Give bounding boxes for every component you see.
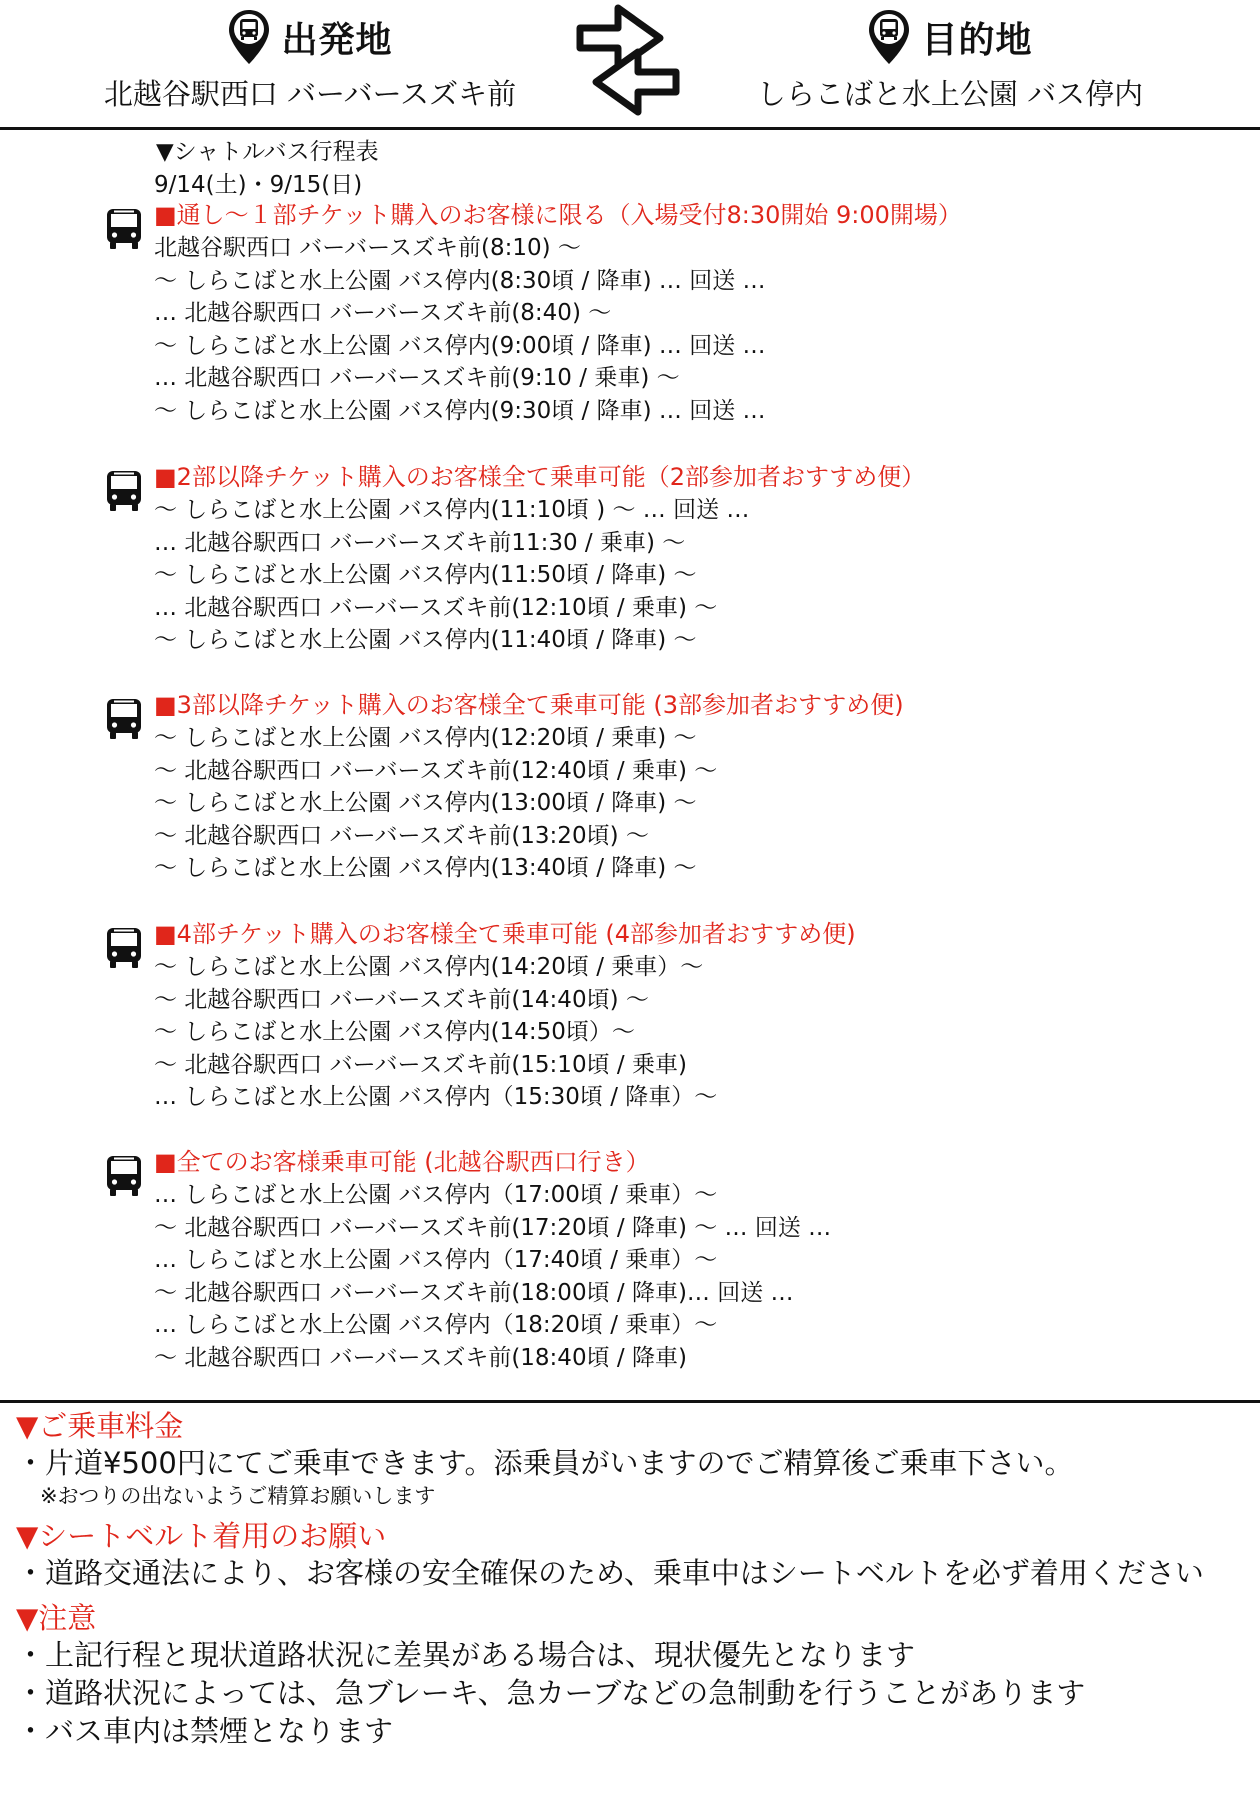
caution-item: ・道路状況によっては、急ブレーキ、急カーブなどの急制動を行うことがあります (16, 1676, 1086, 1710)
schedule-line: 〜 しらこばと水上公園 バス停内(12:20頃 / 乗車) 〜 (154, 725, 697, 751)
fare-text: ・片道¥500円にてご乗車できます。添乗員がいますのでご精算後ご乗車下さい。 (16, 1446, 1074, 1480)
bus-icon (104, 697, 144, 741)
swap-arrows-icon (548, 2, 708, 118)
schedule-line: … 北越谷駅西口 バーバースズキ前(12:10頃 / 乗車) 〜 (154, 594, 718, 621)
schedule-line: 〜 しらこばと水上公園 バス停内(11:40頃 / 降車) 〜 (154, 627, 697, 654)
schedule-line: … しらこばと水上公園 バス停内（17:00頃 / 乗車）〜 (154, 1182, 718, 1208)
notes-section (16, 1408, 1246, 1750)
block-title: ■4部チケット購入のお客様全て乗車可能 (4部参加者おすすめ便) (154, 920, 856, 948)
bus-icon (104, 469, 144, 513)
schedule-line: 〜 しらこばと水上公園 バス停内(14:50頃）〜 (154, 1019, 635, 1046)
origin-label: 出発地 (281, 19, 393, 61)
block-title: ■2部以降チケット購入のお客様全て乗車可能（2部参加者おすすめ便） (154, 463, 926, 491)
block-title: ■通し～１部チケット購入のお客様に限る（入場受付8:30開始 9:00開場） (154, 201, 962, 229)
schedule-line: 〜 北越谷駅西口 バーバースズキ前(18:40頃 / 降車) (154, 1344, 687, 1371)
block-title: ■3部以降チケット購入のお客様全て乗車可能 (3部参加者おすすめ便) (154, 691, 904, 719)
origin-place: 北越谷駅西口 バーバースズキ前 (103, 77, 517, 111)
schedule-line: 〜 しらこばと水上公園 バス停内(13:40頃 / 降車) 〜 (154, 855, 697, 882)
schedule-line: 〜 北越谷駅西口 バーバースズキ前(13:20頃) 〜 (154, 822, 649, 849)
fare-note: ※おつりの出ないようご精算お願いします (40, 1484, 436, 1508)
seatbelt-title: ▼シートベルト着用のお願い (16, 1519, 387, 1553)
schedule-line: 〜 北越谷駅西口 バーバースズキ前(18:00頃 / 降車)… 回送 … (154, 1279, 794, 1306)
bus-pin-icon (867, 8, 911, 66)
schedule-line: … 北越谷駅西口 バーバースズキ前11:30 / 乗車) 〜 (154, 529, 686, 556)
schedule-line: 北越谷駅西口 バーバースズキ前(8:10) 〜 (154, 235, 581, 261)
schedule-line: 〜 北越谷駅西口 バーバースズキ前(15:10頃 / 乗車) (154, 1051, 687, 1078)
schedule-line: … 北越谷駅西口 バーバースズキ前(9:10 / 乗車) 〜 (154, 365, 680, 392)
schedule-line: … しらこばと水上公園 バス停内（18:20頃 / 乗車）〜 (154, 1312, 718, 1339)
section-divider (0, 1400, 1260, 1403)
block-title: ■全てのお客様乗車可能 (北越谷駅西口行き） (154, 1148, 650, 1176)
bus-pin-icon (227, 8, 271, 66)
schedule-line: 〜 北越谷駅西口 バーバースズキ前(12:40頃 / 乗車) 〜 (154, 757, 718, 784)
origin (60, 0, 560, 113)
schedule-line: 〜 しらこばと水上公園 バス停内(13:00頃 / 降車) 〜 (154, 790, 697, 817)
schedule-line: … しらこばと水上公園 バス停内（17:40頃 / 乗車）〜 (154, 1247, 718, 1274)
schedule-dates: 9/14(土)・9/15(日) (154, 172, 363, 198)
bus-icon (104, 926, 144, 970)
destination (700, 0, 1200, 113)
seatbelt-text: ・道路交通法により、お客様の安全確保のため、乗車中はシートベルトを必ず着用ください (16, 1556, 1204, 1590)
schedule-line: 〜 しらこばと水上公園 バス停内(8:30頃 / 降車) … 回送 … (154, 267, 766, 294)
caution-item: ・バス車内は禁煙となります (16, 1714, 394, 1748)
schedule-line: 〜 しらこばと水上公園 バス停内(9:00頃 / 降車) … 回送 … (154, 332, 766, 359)
bus-icon (104, 207, 144, 251)
header-divider (0, 127, 1260, 130)
schedule-line: 〜 しらこばと水上公園 バス停内(11:10頃 ) 〜 … 回送 … (154, 497, 750, 523)
schedule-line: … しらこばと水上公園 バス停内（15:30頃 / 降車）〜 (154, 1084, 718, 1111)
schedule-line: 〜 北越谷駅西口 バーバースズキ前(17:20頃 / 降車) 〜 … 回送 … (154, 1214, 832, 1241)
schedule-line: 〜 しらこばと水上公園 バス停内(11:50頃 / 降車) 〜 (154, 562, 697, 589)
schedule-line: 〜 しらこばと水上公園 バス停内(9:30頃 / 降車) … 回送 … (154, 397, 766, 424)
bus-icon (104, 1154, 144, 1198)
schedule-line: 〜 北越谷駅西口 バーバースズキ前(14:40頃) 〜 (154, 986, 649, 1013)
schedule-line: 〜 しらこばと水上公園 バス停内(14:20頃 / 乗車）〜 (154, 954, 704, 980)
schedule-heading: ▼シャトルバス行程表 (156, 139, 379, 165)
caution-item: ・上記行程と現状道路状況に差異がある場合は、現状優先となります (16, 1638, 916, 1672)
fare-title: ▼ご乗車料金 (16, 1409, 184, 1443)
destination-place: しらこばと水上公園 バス停内 (756, 77, 1144, 111)
destination-label: 目的地 (921, 19, 1033, 61)
schedule-line: … 北越谷駅西口 バーバースズキ前(8:40) 〜 (154, 300, 612, 327)
caution-title: ▼注意 (16, 1601, 97, 1635)
route-header (0, 0, 1260, 128)
